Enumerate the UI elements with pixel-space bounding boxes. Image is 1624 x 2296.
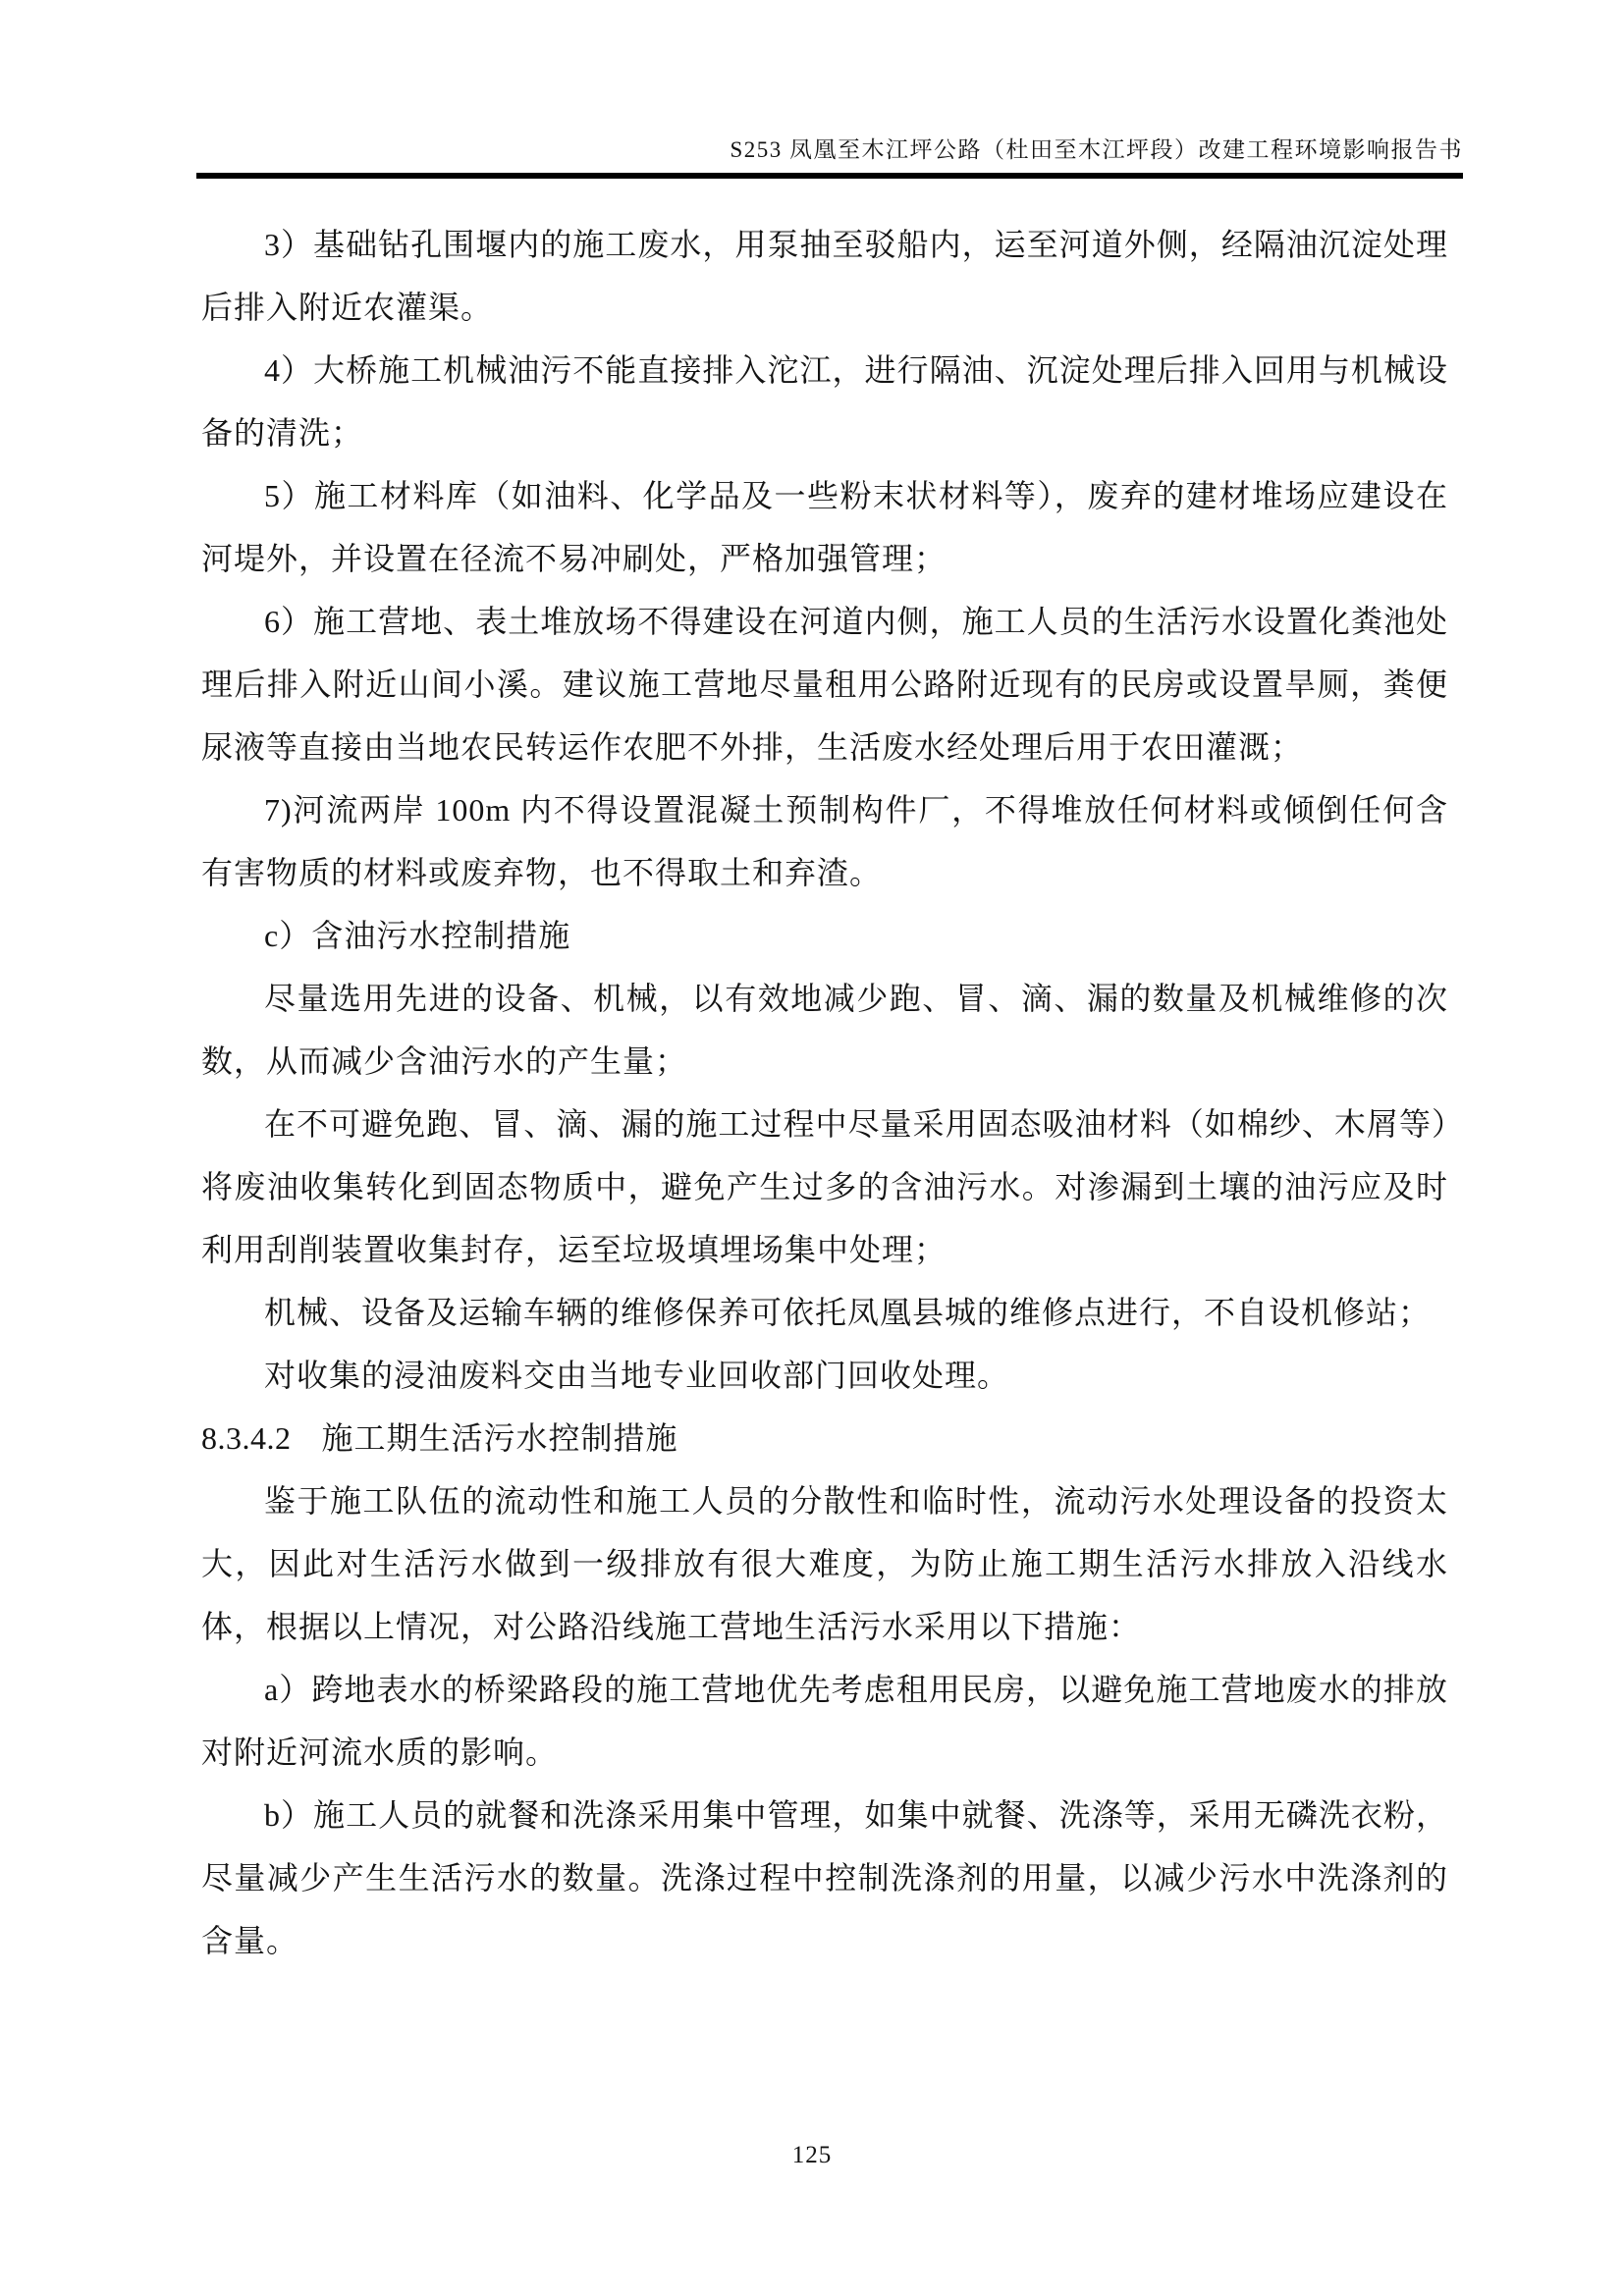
paragraph: 尽量选用先进的设备、机械，以有效地减少跑、冒、滴、漏的数量及机械维修的次数，从而减少含油污水的产生量； xyxy=(201,981,1448,1079)
paragraph-item-3: 3）基础钻孔围堰内的施工废水，用泵抽至驳船内，运至河道外侧，经隔油沉淀处理后排入附近农灌渠。 xyxy=(201,227,1448,325)
paragraph: 机械、设备及运输车辆的维修保养可依托凤凰县城的维修点进行，不自设机修站； xyxy=(264,1295,1432,1330)
paragraph: 鉴于施工队伍的流动性和施工人员的分散性和临时性，流动污水处理设备的投资太大，因此对生活污水做到一级排放有很大难度，为防止施工期生活污水排放入沿线水体，根据以上情况，对公路沿线施工营地生活污水采用以下措施： xyxy=(201,1483,1448,1644)
section-heading-number: 8.3.4.2 xyxy=(201,1420,292,1456)
paragraph-item-5: 5）施工材料库（如油料、化学品及一些粉末状材料等），废弃的建材堆场应建设在河堤外，并设置在径流不易冲刷处，严格加强管理； xyxy=(201,478,1448,576)
paragraph-item-6: 6）施工营地、表土堆放场不得建设在河道内侧，施工人员的生活污水设置化粪池处理后排入附近山间小溪。建议施工营地尽量租用公路附近现有的民房或设置旱厕，粪便尿液等直接由当地农民转运作农肥不外排，生活废水经处理后用于农田灌溉； xyxy=(201,604,1448,765)
paragraph-item-c: c）含油污水控制措施 xyxy=(264,918,571,953)
paragraph-item-4: 4）大桥施工机械油污不能直接排入沱江，进行隔油、沉淀处理后排入回用与机械设备的清洗； xyxy=(201,352,1448,451)
section-heading-title: 施工期生活污水控制措施 xyxy=(321,1420,678,1456)
section-heading-8-3-4-2 xyxy=(201,1407,1448,1469)
paragraph-item-7: 7)河流两岸 100m 内不得设置混凝土预制构件厂，不得堆放任何材料或倾倒任何含有害物质的材料或废弃物，也不得取土和弃渣。 xyxy=(201,792,1448,890)
page-number: 125 xyxy=(791,2142,833,2168)
paragraph: 对收集的浸油废料交由当地专业回收部门回收处理。 xyxy=(264,1358,1010,1393)
paragraph: 在不可避免跑、冒、滴、漏的施工过程中尽量采用固态吸油材料（如棉纱、木屑等）将废油收集转化到固态物质中，避免产生过多的含油污水。对渗漏到土壤的油污应及时利用刮削装置收集封存，运至垃圾填埋场集中处理； xyxy=(201,1106,1448,1267)
paragraph-item-a: a）跨地表水的桥梁路段的施工营地优先考虑租用民房，以避免施工营地废水的排放对附近河流水质的影响。 xyxy=(201,1672,1448,1770)
page-body xyxy=(201,213,1448,1972)
paragraph-item-b: b）施工人员的就餐和洗涤采用集中管理，如集中就餐、洗涤等，采用无磷洗衣粉，尽量减少产生生活污水的数量。洗涤过程中控制洗涤剂的用量，以减少污水中洗涤剂的含量。 xyxy=(201,1797,1448,1958)
running-header xyxy=(196,133,1463,179)
page-footer xyxy=(0,2142,1624,2169)
running-header-title: S253 凤凰至木江坪公路（杜田至木江坪段）改建工程环境影响报告书 xyxy=(730,137,1463,162)
